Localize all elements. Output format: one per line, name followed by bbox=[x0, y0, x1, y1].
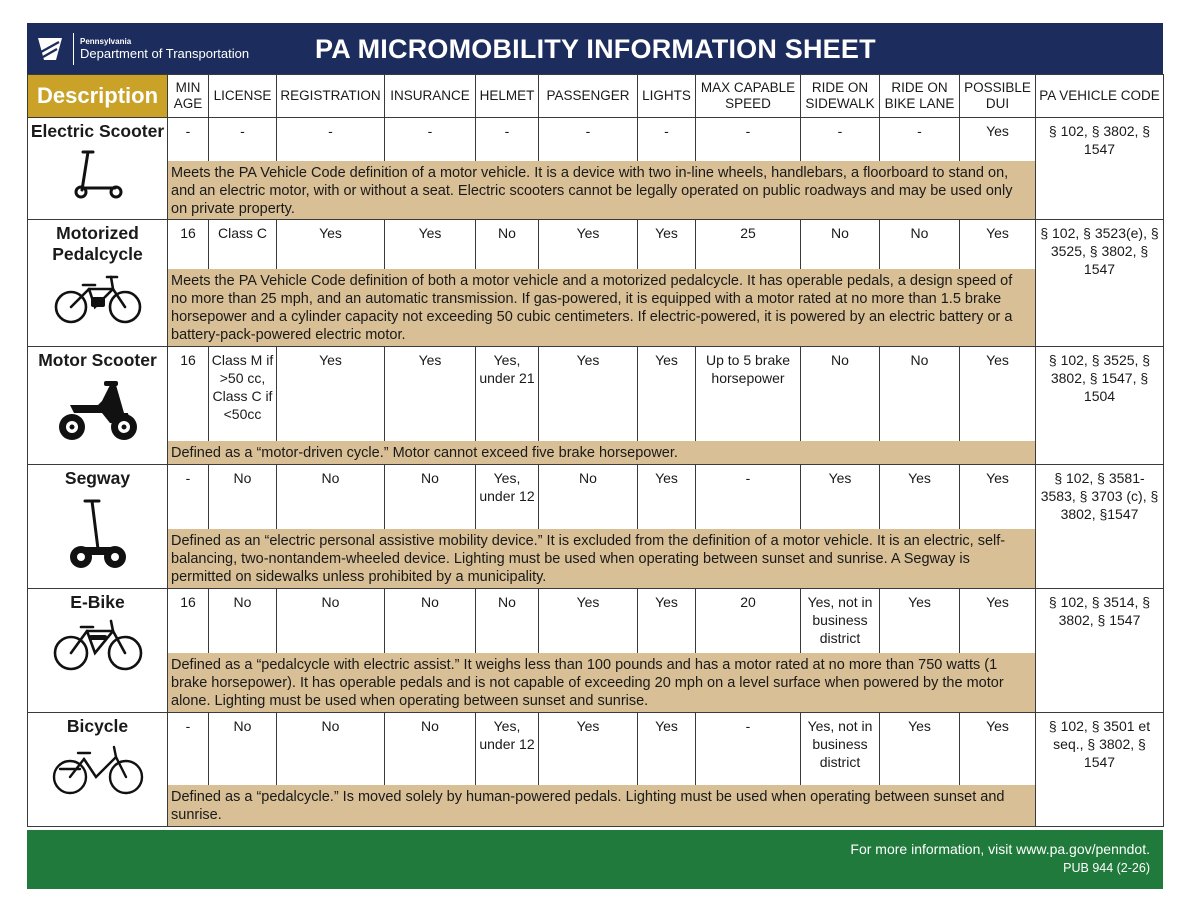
publication-number: PUB 944 (2-26) bbox=[1063, 861, 1150, 875]
helmet-value: Yes, under 21 bbox=[476, 346, 539, 441]
table-row bbox=[28, 219, 1164, 269]
device-name: Electric Scooter bbox=[30, 121, 165, 141]
registration-value: No bbox=[277, 464, 385, 529]
registration-value: - bbox=[277, 118, 385, 161]
vehicle-code-value: § 102, § 3514, § 3802, § 1547 bbox=[1036, 588, 1164, 712]
description-row bbox=[28, 785, 1164, 826]
passenger-value: No bbox=[539, 464, 638, 529]
col-header-license: LICENSE bbox=[209, 75, 277, 118]
col-header-passenger: PASSENGER bbox=[539, 75, 638, 118]
ride-sidewalk-value: - bbox=[801, 118, 880, 161]
license-value: Class M if >50 cc, Class C if <50cc bbox=[209, 346, 277, 441]
col-header-possible-dui: POSSIBLE DUI bbox=[960, 75, 1036, 118]
header-bar bbox=[27, 23, 1163, 74]
table-row bbox=[28, 588, 1164, 653]
ride-bike-lane-value: Yes bbox=[880, 588, 960, 653]
info-sheet bbox=[27, 23, 1163, 889]
ride-sidewalk-value: No bbox=[801, 219, 880, 269]
table-row bbox=[28, 464, 1164, 529]
passenger-value: Yes bbox=[539, 588, 638, 653]
passenger-value: Yes bbox=[539, 712, 638, 785]
device-cell bbox=[28, 464, 168, 588]
max-speed-value: 25 bbox=[696, 219, 801, 269]
lights-value: - bbox=[638, 118, 696, 161]
description-row bbox=[28, 653, 1164, 712]
min-age-value: 16 bbox=[168, 219, 209, 269]
possible-dui-value: Yes bbox=[960, 464, 1036, 529]
ride-bike-lane-value: - bbox=[880, 118, 960, 161]
helmet-value: Yes, under 12 bbox=[476, 464, 539, 529]
device-cell bbox=[28, 118, 168, 220]
device-name: Motorized Pedalcycle bbox=[52, 222, 143, 264]
description-row bbox=[28, 529, 1164, 588]
max-speed-value: - bbox=[696, 712, 801, 785]
page-title: PA MICROMOBILITY INFORMATION SHEET bbox=[315, 34, 876, 64]
col-header-helmet: HELMET bbox=[476, 75, 539, 118]
logo-department-name: Department of Transportation bbox=[80, 46, 250, 61]
insurance-value: Yes bbox=[385, 219, 476, 269]
description-row bbox=[28, 441, 1164, 464]
min-age-value: - bbox=[168, 118, 209, 161]
possible-dui-value: Yes bbox=[960, 588, 1036, 653]
col-header-min-age: MIN AGE bbox=[168, 75, 209, 118]
table-row bbox=[28, 118, 1164, 161]
registration-value: No bbox=[277, 712, 385, 785]
ride-sidewalk-value: Yes, not in business district bbox=[801, 712, 880, 785]
license-value: - bbox=[209, 118, 277, 161]
lights-value: Yes bbox=[638, 464, 696, 529]
device-description: Defined as an “electric personal assistive mobility device.” It is excluded from the definition of a motor vehicle. It is an electric, self-balancing, two-nontandem-wheeled device. Lighting must be used when operating between sunset and sunrise. A Segway is permitted on sidewalks unless prohibited by a municipality. bbox=[168, 529, 1036, 588]
helmet-value: Yes, under 12 bbox=[476, 712, 539, 785]
possible-dui-value: Yes bbox=[960, 712, 1036, 785]
device-name: Segway bbox=[64, 467, 131, 488]
helmet-value: No bbox=[476, 219, 539, 269]
description-row bbox=[28, 269, 1164, 346]
vehicle-code-value: § 102, § 3523(e), § 3525, § 3802, § 1547 bbox=[1036, 219, 1164, 346]
license-value: No bbox=[209, 712, 277, 785]
motorized-pedalcycle-icon bbox=[53, 271, 143, 327]
min-age-value: - bbox=[168, 464, 209, 529]
col-header-insurance: INSURANCE bbox=[385, 75, 476, 118]
col-header-description: Description bbox=[28, 75, 168, 118]
vehicle-code-value: § 102, § 3581-3583, § 3703 (c), § 3802, §1547 bbox=[1036, 464, 1164, 588]
vehicle-code-value: § 102, § 3501 et seq., § 3802, § 1547 bbox=[1036, 712, 1164, 826]
vehicle-code-value: § 102, § 3525, § 3802, § 1547, § 1504 bbox=[1036, 346, 1164, 464]
device-description: Meets the PA Vehicle Code definition of a motor vehicle. It is a device with two in-line wheels, handlebars, a floorboard to stand on, and an electric motor, with or without a seat. Electric scooters cannot be legally operated on public roadways and may be used only on private property. bbox=[168, 161, 1036, 220]
passenger-value: Yes bbox=[539, 346, 638, 441]
license-value: No bbox=[209, 464, 277, 529]
registration-value: Yes bbox=[277, 346, 385, 441]
max-speed-value: 20 bbox=[696, 588, 801, 653]
device-cell bbox=[28, 346, 168, 464]
e-bike-icon bbox=[53, 619, 143, 673]
device-description: Defined as a “pedalcycle with electric assist.” It weighs less than 100 pounds and has a motor rated at no more than 750 watts (1 brake horsepower). It has operable pedals and is not capable of exceeding 20 mph on a level surface when powered by the motor alone. Lighting must be used when operating between sunset and sunrise. bbox=[168, 653, 1036, 712]
description-row bbox=[28, 161, 1164, 220]
insurance-value: - bbox=[385, 118, 476, 161]
ride-bike-lane-value: Yes bbox=[880, 712, 960, 785]
col-header-ride-bike-lane: RIDE ON BIKE LANE bbox=[880, 75, 960, 118]
electric-scooter-icon bbox=[71, 148, 125, 200]
ride-bike-lane-value: No bbox=[880, 346, 960, 441]
lights-value: Yes bbox=[638, 219, 696, 269]
device-name: E-Bike bbox=[70, 591, 125, 612]
device-name: Motor Scooter bbox=[38, 349, 157, 370]
registration-value: No bbox=[277, 588, 385, 653]
ride-bike-lane-value: Yes bbox=[880, 464, 960, 529]
possible-dui-value: Yes bbox=[960, 346, 1036, 441]
device-cell bbox=[28, 588, 168, 712]
insurance-value: Yes bbox=[385, 346, 476, 441]
possible-dui-value: Yes bbox=[960, 118, 1036, 161]
bicycle-icon bbox=[52, 743, 144, 797]
ride-sidewalk-value: Yes bbox=[801, 464, 880, 529]
table-row bbox=[28, 712, 1164, 785]
max-speed-value: Up to 5 brake horsepower bbox=[696, 346, 801, 441]
col-header-registration: REGISTRATION bbox=[277, 75, 385, 118]
col-header-pa-vehicle-code: PA VEHICLE CODE bbox=[1036, 75, 1164, 118]
insurance-value: No bbox=[385, 712, 476, 785]
penndot-logo bbox=[35, 29, 249, 69]
ride-bike-lane-value: No bbox=[880, 219, 960, 269]
min-age-value: - bbox=[168, 712, 209, 785]
min-age-value: 16 bbox=[168, 588, 209, 653]
footer-bar bbox=[27, 830, 1163, 889]
ride-sidewalk-value: No bbox=[801, 346, 880, 441]
lights-value: Yes bbox=[638, 712, 696, 785]
footer-info-text: For more information, visit www.pa.gov/penndot. bbox=[850, 841, 1150, 857]
passenger-value: Yes bbox=[539, 219, 638, 269]
table-header-row bbox=[28, 75, 1164, 118]
device-cell bbox=[28, 219, 168, 346]
registration-value: Yes bbox=[277, 219, 385, 269]
insurance-value: No bbox=[385, 464, 476, 529]
helmet-value: No bbox=[476, 588, 539, 653]
passenger-value: - bbox=[539, 118, 638, 161]
max-speed-value: - bbox=[696, 464, 801, 529]
col-header-max-speed: MAX CAPABLE SPEED bbox=[696, 75, 801, 118]
table-row bbox=[28, 346, 1164, 441]
min-age-value: 16 bbox=[168, 346, 209, 441]
logo-state-name: Pennsylvania bbox=[80, 37, 132, 46]
device-description: Defined as a “motor-driven cycle.” Motor cannot exceed five brake horsepower. bbox=[168, 441, 1036, 464]
max-speed-value: - bbox=[696, 118, 801, 161]
insurance-value: No bbox=[385, 588, 476, 653]
ride-sidewalk-value: Yes, not in business district bbox=[801, 588, 880, 653]
col-header-lights: LIGHTS bbox=[638, 75, 696, 118]
keystone-icon bbox=[35, 34, 65, 64]
vehicle-code-value: § 102, § 3802, § 1547 bbox=[1036, 118, 1164, 220]
micromobility-table bbox=[27, 74, 1164, 827]
device-description: Meets the PA Vehicle Code definition of both a motor vehicle and a motorized pedalcycle. It has operable pedals, a design speed of no more than 25 mph, and an automatic transmission. If gas-powered, it is equipped with a motor rated at no more than 1.5 brake horsepower and a cylinder capacity not exceeding 50 cubic centimeters. If electric-powered, it is powered by an electric battery or a battery-pack-powered electric motor. bbox=[168, 269, 1036, 346]
license-value: No bbox=[209, 588, 277, 653]
segway-icon bbox=[65, 495, 131, 571]
col-header-ride-sidewalk: RIDE ON SIDEWALK bbox=[801, 75, 880, 118]
device-cell bbox=[28, 712, 168, 826]
lights-value: Yes bbox=[638, 588, 696, 653]
device-name: Bicycle bbox=[66, 715, 129, 736]
motor-scooter-icon bbox=[52, 377, 144, 443]
helmet-value: - bbox=[476, 118, 539, 161]
lights-value: Yes bbox=[638, 346, 696, 441]
possible-dui-value: Yes bbox=[960, 219, 1036, 269]
license-value: Class C bbox=[209, 219, 277, 269]
device-description: Defined as a “pedalcycle.” Is moved solely by human-powered pedals. Lighting must be used when operating between sunset and sunrise. bbox=[168, 785, 1036, 826]
